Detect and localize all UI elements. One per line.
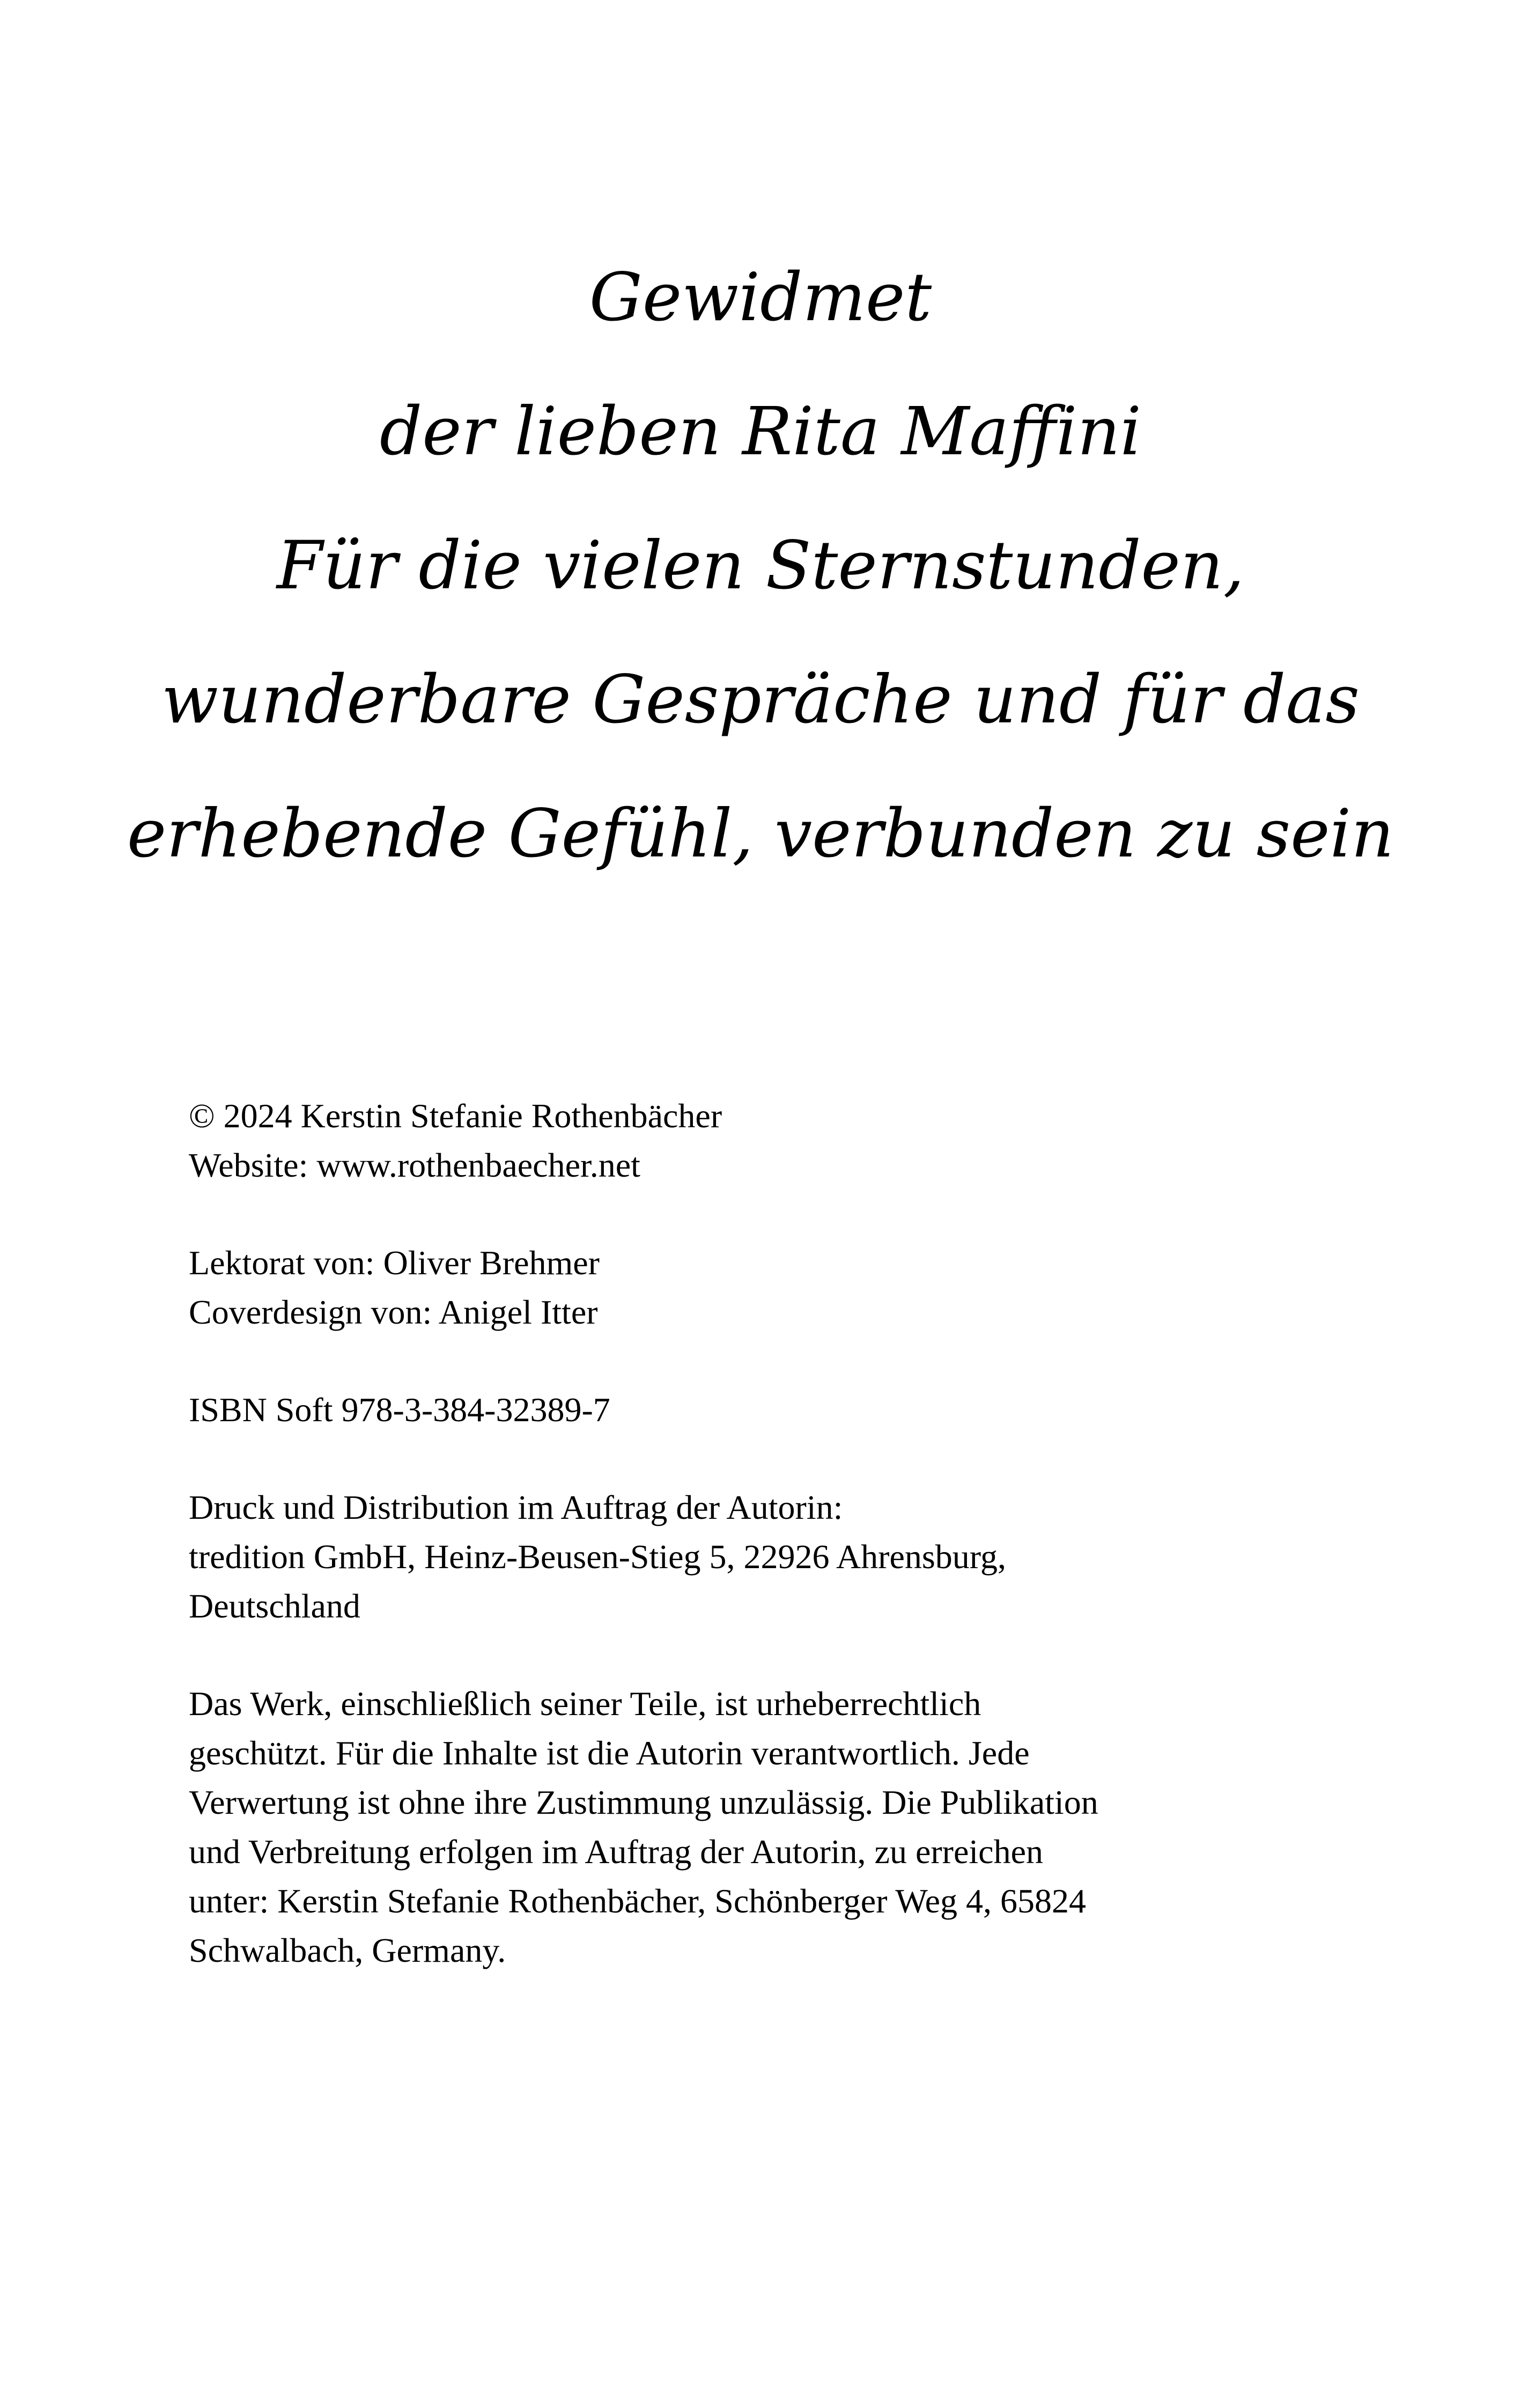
isbn-line: ISBN Soft 978-3-384-32389-7 (189, 1391, 610, 1429)
legal-notice (189, 1679, 1342, 1975)
distribution-line: Deutschland (189, 1587, 360, 1625)
dedication-line: erhebende Gefühl, verbunden zu sein (127, 795, 1394, 873)
distribution-block (189, 1483, 1342, 1631)
imprint (189, 1091, 1342, 2023)
distribution-line: Druck und Distribution im Auftrag der Autorin: (189, 1488, 843, 1526)
legal-line: Verwertung ist ohne ihre Zustimmung unzulässig. Die Publikation (189, 1783, 1098, 1821)
dedication-line: wunderbare Gespräche und für das (161, 661, 1360, 738)
legal-line: geschützt. Für die Inhalte ist die Autorin verantwortlich. Jede (189, 1734, 1030, 1772)
legal-line: unter: Kerstin Stefanie Rothenbächer, Schönberger Weg 4, 65824 (189, 1882, 1087, 1920)
dedication-line: Gewidmet (589, 259, 932, 336)
legal-line: Das Werk, einschließlich seiner Teile, ist urheberrechtlich (189, 1685, 981, 1723)
dedication (0, 231, 1521, 901)
dedication-line: der lieben Rita Maffini (379, 393, 1142, 470)
isbn-block (189, 1385, 1342, 1435)
distribution-line: tredition GmbH, Heinz-Beusen-Stieg 5, 22926 Ahrensburg, (189, 1538, 1006, 1576)
editing-credit: Lektorat von: Oliver Brehmer (189, 1244, 600, 1282)
legal-line: Schwalbach, Germany. (189, 1931, 506, 1969)
cover-design-credit: Coverdesign von: Anigel Itter (189, 1293, 598, 1331)
copyright-block (189, 1091, 1342, 1190)
credits-block (189, 1238, 1342, 1337)
copyright-notice: © 2024 Kerstin Stefanie Rothenbächer (189, 1097, 722, 1135)
dedication-line: Für die vielen Sternstunden, (276, 527, 1245, 604)
website-line: Website: www.rothenbaecher.net (189, 1146, 640, 1184)
legal-line: und Verbreitung erfolgen im Auftrag der Autorin, zu erreichen (189, 1833, 1043, 1871)
